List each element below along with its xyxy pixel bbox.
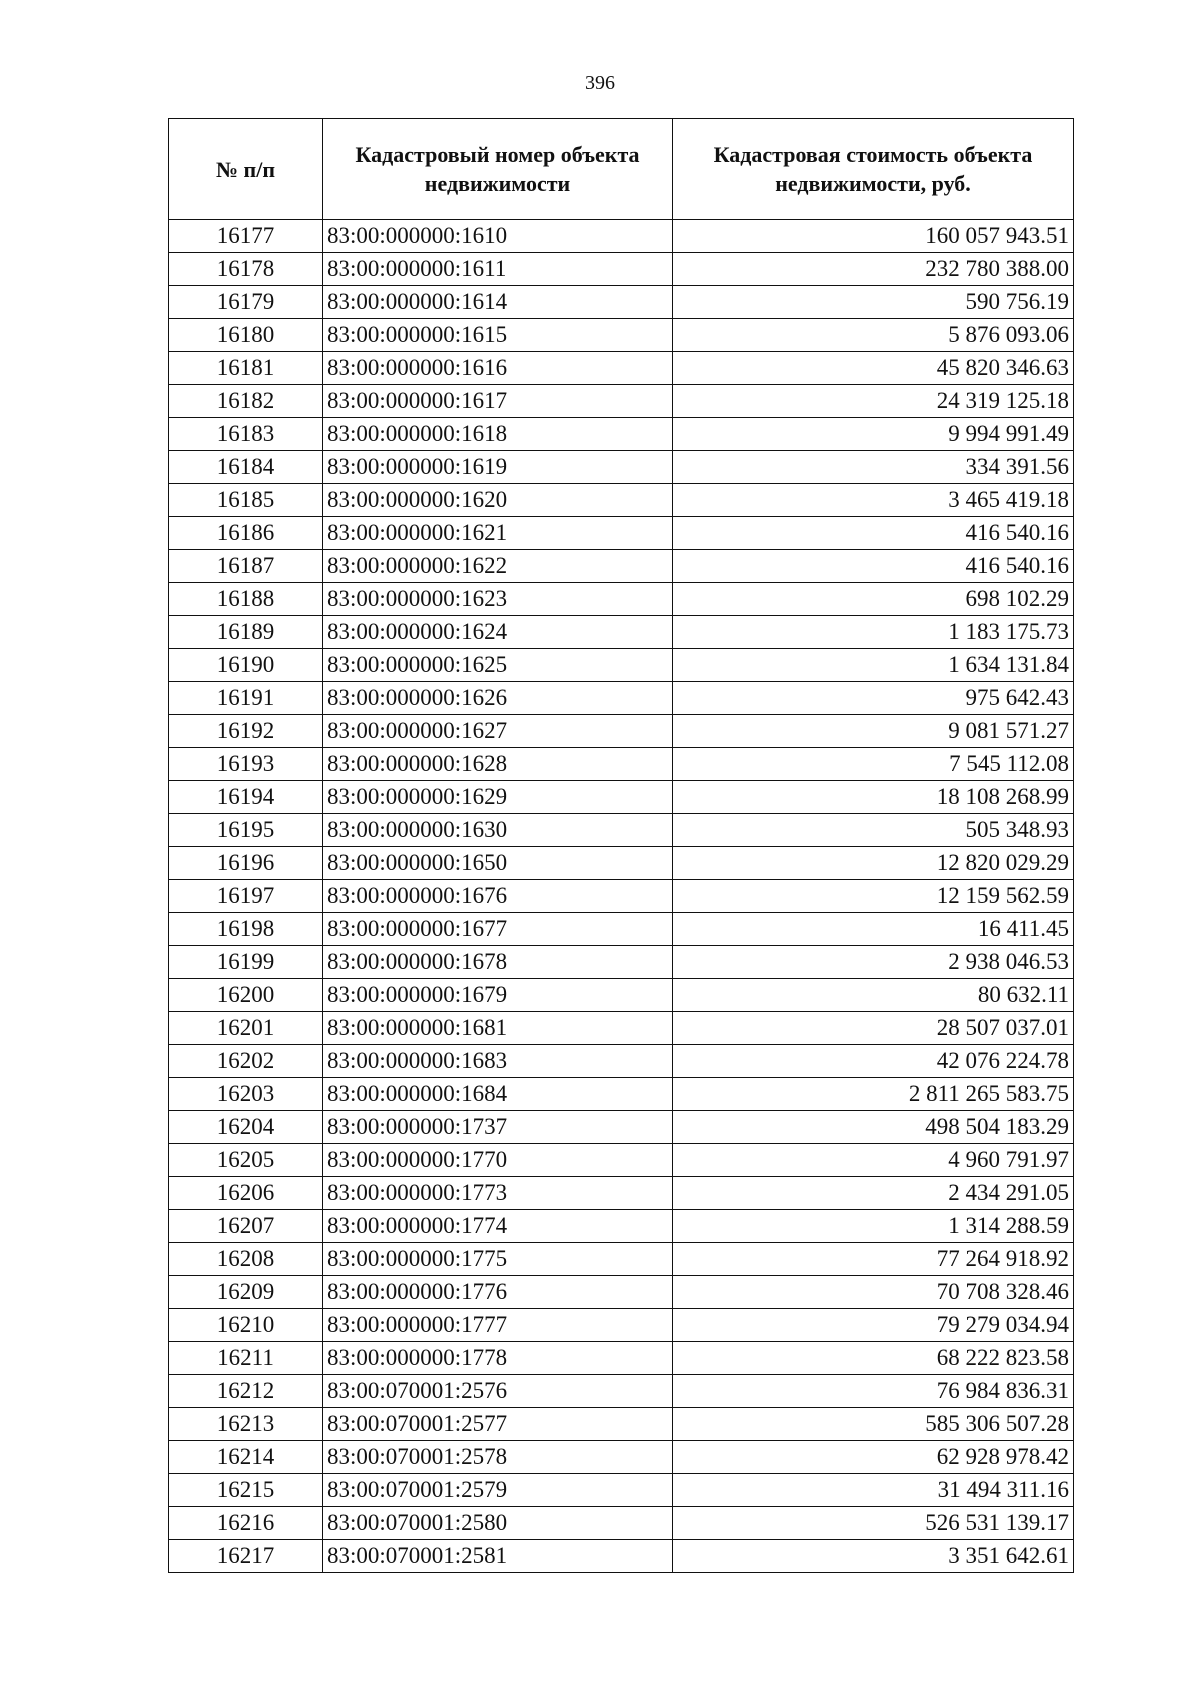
cadastral-number: 83:00:000000:1650: [323, 847, 673, 880]
table-row: [169, 352, 1074, 385]
row-number: 16202: [169, 1045, 323, 1078]
row-number: 16204: [169, 1111, 323, 1144]
table-row: [169, 748, 1074, 781]
cadastral-number: 83:00:000000:1626: [323, 682, 673, 715]
header-row-number: № п/п: [169, 119, 323, 220]
table-row: [169, 847, 1074, 880]
cadastral-value: 42 076 224.78: [673, 1045, 1074, 1078]
cadastral-value: 2 811 265 583.75: [673, 1078, 1074, 1111]
row-number: 16201: [169, 1012, 323, 1045]
row-number: 16212: [169, 1375, 323, 1408]
cadastral-value: 18 108 268.99: [673, 781, 1074, 814]
cadastral-value: 416 540.16: [673, 550, 1074, 583]
cadastral-value: 1 183 175.73: [673, 616, 1074, 649]
cadastral-number: 83:00:000000:1684: [323, 1078, 673, 1111]
table-row: [169, 682, 1074, 715]
cadastral-number: 83:00:000000:1618: [323, 418, 673, 451]
header-cadastral-number: Кадастровый номер объекта недвижимости: [323, 119, 673, 220]
cadastral-number: 83:00:000000:1778: [323, 1342, 673, 1375]
row-number: 16207: [169, 1210, 323, 1243]
row-number: 16177: [169, 220, 323, 253]
row-number: 16208: [169, 1243, 323, 1276]
row-number: 16203: [169, 1078, 323, 1111]
cadastral-value: 232 780 388.00: [673, 253, 1074, 286]
table-row: [169, 1243, 1074, 1276]
row-number: 16178: [169, 253, 323, 286]
cadastral-value: 498 504 183.29: [673, 1111, 1074, 1144]
cadastral-number: 83:00:000000:1619: [323, 451, 673, 484]
cadastral-number: 83:00:000000:1630: [323, 814, 673, 847]
cadastral-value: 9 081 571.27: [673, 715, 1074, 748]
cadastral-value: 334 391.56: [673, 451, 1074, 484]
cadastral-number: 83:00:070001:2580: [323, 1507, 673, 1540]
cadastral-number: 83:00:000000:1677: [323, 913, 673, 946]
row-number: 16193: [169, 748, 323, 781]
row-number: 16183: [169, 418, 323, 451]
header-cadastral-value: Кадастровая стоимость объекта недвижимости, руб.: [673, 119, 1074, 220]
cadastral-number: 83:00:000000:1621: [323, 517, 673, 550]
cadastral-number: 83:00:000000:1627: [323, 715, 673, 748]
table-row: [169, 1210, 1074, 1243]
header-row: [169, 119, 1074, 220]
cadastral-value: 62 928 978.42: [673, 1441, 1074, 1474]
row-number: 16216: [169, 1507, 323, 1540]
cadastral-number: 83:00:000000:1614: [323, 286, 673, 319]
row-number: 16188: [169, 583, 323, 616]
cadastral-value: 590 756.19: [673, 286, 1074, 319]
row-number: 16186: [169, 517, 323, 550]
cadastral-value: 416 540.16: [673, 517, 1074, 550]
table-row: [169, 649, 1074, 682]
cadastral-number: 83:00:070001:2577: [323, 1408, 673, 1441]
table-row: [169, 946, 1074, 979]
table-row: [169, 1012, 1074, 1045]
cadastral-number: 83:00:000000:1610: [323, 220, 673, 253]
cadastral-number: 83:00:000000:1773: [323, 1177, 673, 1210]
table-row: [169, 385, 1074, 418]
cadastral-number: 83:00:070001:2578: [323, 1441, 673, 1474]
cadastral-number: 83:00:000000:1620: [323, 484, 673, 517]
table-row: [169, 1045, 1074, 1078]
cadastral-number: 83:00:000000:1775: [323, 1243, 673, 1276]
cadastral-value: 526 531 139.17: [673, 1507, 1074, 1540]
cadastral-number: 83:00:000000:1628: [323, 748, 673, 781]
row-number: 16180: [169, 319, 323, 352]
row-number: 16196: [169, 847, 323, 880]
table-row: [169, 1441, 1074, 1474]
table-row: [169, 814, 1074, 847]
row-number: 16211: [169, 1342, 323, 1375]
row-number: 16194: [169, 781, 323, 814]
table-row: [169, 781, 1074, 814]
row-number: 16217: [169, 1540, 323, 1573]
row-number: 16192: [169, 715, 323, 748]
cadastral-number: 83:00:000000:1776: [323, 1276, 673, 1309]
table-header: [169, 119, 1074, 220]
table-row: [169, 1507, 1074, 1540]
row-number: 16182: [169, 385, 323, 418]
cadastral-value: 16 411.45: [673, 913, 1074, 946]
cadastral-number: 83:00:000000:1616: [323, 352, 673, 385]
table-row: [169, 1078, 1074, 1111]
cadastral-value: 31 494 311.16: [673, 1474, 1074, 1507]
table-row: [169, 1276, 1074, 1309]
table-row: [169, 1309, 1074, 1342]
cadastral-number: 83:00:070001:2581: [323, 1540, 673, 1573]
row-number: 16205: [169, 1144, 323, 1177]
cadastral-number: 83:00:000000:1683: [323, 1045, 673, 1078]
row-number: 16189: [169, 616, 323, 649]
cadastral-value: 68 222 823.58: [673, 1342, 1074, 1375]
row-number: 16214: [169, 1441, 323, 1474]
cadastral-value: 585 306 507.28: [673, 1408, 1074, 1441]
cadastral-value: 9 994 991.49: [673, 418, 1074, 451]
cadastral-number: 83:00:000000:1625: [323, 649, 673, 682]
page-number: 396: [585, 72, 615, 94]
cadastral-number: 83:00:000000:1629: [323, 781, 673, 814]
row-number: 16198: [169, 913, 323, 946]
table-row: [169, 1144, 1074, 1177]
row-number: 16215: [169, 1474, 323, 1507]
row-number: 16181: [169, 352, 323, 385]
cadastral-value: 77 264 918.92: [673, 1243, 1074, 1276]
table-row: [169, 517, 1074, 550]
cadastral-number: 83:00:070001:2579: [323, 1474, 673, 1507]
cadastral-value: 28 507 037.01: [673, 1012, 1074, 1045]
cadastral-value: 4 960 791.97: [673, 1144, 1074, 1177]
cadastral-value: 45 820 346.63: [673, 352, 1074, 385]
cadastral-value: 3 465 419.18: [673, 484, 1074, 517]
cadastral-number: 83:00:000000:1770: [323, 1144, 673, 1177]
cadastral-value: 12 820 029.29: [673, 847, 1074, 880]
cadastral-number: 83:00:000000:1615: [323, 319, 673, 352]
cadastral-value: 505 348.93: [673, 814, 1074, 847]
table-row: [169, 1408, 1074, 1441]
table-row: [169, 451, 1074, 484]
table-row: [169, 1474, 1074, 1507]
cadastral-value: 1 634 131.84: [673, 649, 1074, 682]
cadastral-value: 975 642.43: [673, 682, 1074, 715]
cadastral-number: 83:00:000000:1678: [323, 946, 673, 979]
table-row: [169, 484, 1074, 517]
row-number: 16185: [169, 484, 323, 517]
cadastral-number: 83:00:000000:1623: [323, 583, 673, 616]
table-row: [169, 418, 1074, 451]
table-row: [169, 1375, 1074, 1408]
cadastral-value: 2 434 291.05: [673, 1177, 1074, 1210]
row-number: 16184: [169, 451, 323, 484]
cadastral-value: 70 708 328.46: [673, 1276, 1074, 1309]
row-number: 16200: [169, 979, 323, 1012]
row-number: 16197: [169, 880, 323, 913]
row-number: 16209: [169, 1276, 323, 1309]
row-number: 16187: [169, 550, 323, 583]
cadastral-number: 83:00:000000:1622: [323, 550, 673, 583]
row-number: 16213: [169, 1408, 323, 1441]
cadastral-value: 160 057 943.51: [673, 220, 1074, 253]
cadastral-number: 83:00:000000:1774: [323, 1210, 673, 1243]
cadastral-value: 79 279 034.94: [673, 1309, 1074, 1342]
table-row: [169, 1342, 1074, 1375]
cadastral-number: 83:00:070001:2576: [323, 1375, 673, 1408]
table-row: [169, 550, 1074, 583]
cadastral-value: 24 319 125.18: [673, 385, 1074, 418]
cadastral-value: 7 545 112.08: [673, 748, 1074, 781]
table-row: [169, 583, 1074, 616]
table-row: [169, 253, 1074, 286]
table-row: [169, 715, 1074, 748]
row-number: 16206: [169, 1177, 323, 1210]
cadastral-number: 83:00:000000:1777: [323, 1309, 673, 1342]
table-row: [169, 913, 1074, 946]
row-number: 16190: [169, 649, 323, 682]
cadastral-number: 83:00:000000:1737: [323, 1111, 673, 1144]
table-row: [169, 220, 1074, 253]
cadastral-value: 76 984 836.31: [673, 1375, 1074, 1408]
cadastral-value: 2 938 046.53: [673, 946, 1074, 979]
table-row: [169, 286, 1074, 319]
cadastral-number: 83:00:000000:1681: [323, 1012, 673, 1045]
cadastral-value: 1 314 288.59: [673, 1210, 1074, 1243]
cadastral-value: 5 876 093.06: [673, 319, 1074, 352]
table-row: [169, 1177, 1074, 1210]
cadastral-value-table: [168, 118, 1074, 1573]
cadastral-number: 83:00:000000:1617: [323, 385, 673, 418]
row-number: 16199: [169, 946, 323, 979]
cadastral-number: 83:00:000000:1611: [323, 253, 673, 286]
cadastral-value: 12 159 562.59: [673, 880, 1074, 913]
table-row: [169, 979, 1074, 1012]
table-row: [169, 1540, 1074, 1573]
row-number: 16195: [169, 814, 323, 847]
cadastral-value: 698 102.29: [673, 583, 1074, 616]
row-number: 16210: [169, 1309, 323, 1342]
cadastral-number: 83:00:000000:1624: [323, 616, 673, 649]
cadastral-value: 80 632.11: [673, 979, 1074, 1012]
table-row: [169, 319, 1074, 352]
cadastral-number: 83:00:000000:1679: [323, 979, 673, 1012]
cadastral-value: 3 351 642.61: [673, 1540, 1074, 1573]
table-row: [169, 880, 1074, 913]
row-number: 16191: [169, 682, 323, 715]
table-row: [169, 616, 1074, 649]
row-number: 16179: [169, 286, 323, 319]
cadastral-number: 83:00:000000:1676: [323, 880, 673, 913]
table-body: [169, 220, 1074, 1573]
table-row: [169, 1111, 1074, 1144]
